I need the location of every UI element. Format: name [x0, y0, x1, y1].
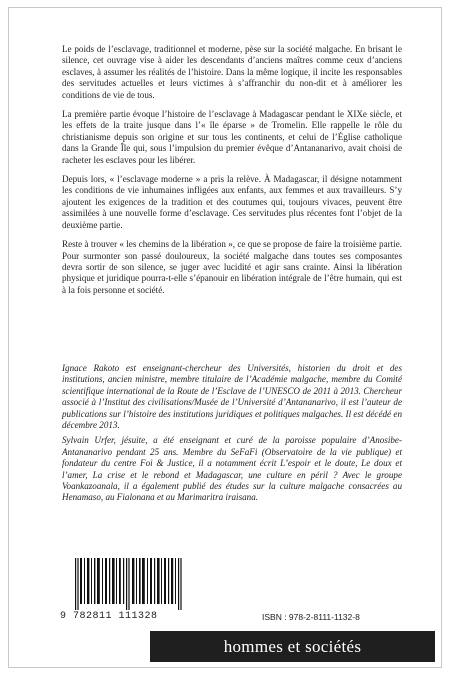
summary-paragraph-4: Reste à trouver « les chemins de la libération », ce que se propose de faire la troisième partie. Pour surmonter son passé douloureux, la société malgache dans toutes ses composantes devra sortir de son silence, se juger avec lucidité et agir sans crainte. Ainsi la libération physique et juridique pourra-t-elle s’épanouir en libération intégrale de l’être humain, qui est à la fois personne et société.: [62, 239, 402, 295]
collection-banner: [150, 631, 435, 662]
bio-urfer: Sylvain Urfer, jésuite, a été enseignant et curé de la paroisse populaire d’Anosibe-Antananarivo pendant 25 ans. Membre du SeFaFi (Observatoire de la vie publique) et fondateur du centre Foi & Justice, il a notamment écrit L’espoir et le doute, Le doux et l’amer, La crise et le rebond et Madagascar, une culture en péril ? Avec le groupe Voankazoanala, il a également publié des études sur la culture malgache consacrées au Henamaso, au Fialonana et au Marimaritra iraisana.: [62, 435, 402, 503]
bio-rakoto: Ignace Rakoto est enseignant-chercheur des Universités, historien du droit et des institutions, ancien ministre, membre titulaire de l’Académie malgache, membre du Comité scientifique international de la Route de l’Esclave de l’UNESCO de 2011 à 2013. Chercheur associé à l’Institut des civilisations/Musée de l’Université d’Antananarivo, il est l’auteur de publications sur l’histoire des institutions juridiques et politiques malgaches. Il est décédé en décembre 2013.: [62, 363, 402, 431]
collection-name: hommes et sociétés: [223, 636, 362, 656]
barcode-digits: 9 782811 111328: [60, 611, 158, 622]
isbn-label: ISBN : 978-2-8111-1132-8: [262, 612, 360, 622]
barcode-icon: [75, 558, 183, 610]
back-cover-summary: [62, 44, 402, 304]
summary-paragraph-2: La première partie évoque l’histoire de l’esclavage à Madagascar pendant le XIXe siècle, et les effets de la traite jusque dans l’« île éparse » de Tromelin. Elle rappelle le rôle du christianisme depuis son origine et sur tous les continents, et celui de l’Église catholique dans la Grande Île qui, sous l’impulsion du premier évêque d’Antananarivo, avait choisi de racheter les esclaves pour les libérer.: [62, 109, 402, 165]
summary-paragraph-3: Depuis lors, « l’esclavage moderne » a pris la relève. À Madagascar, il désigne notamment les conditions de vie inhumaines infligées aux enfants, aux femmes et aux travailleurs. S’y ajoutent les exigences de la tradition et des coutumes qui, toujours vivaces, peuvent être assimilées à une nouvelle forme d’esclavage. Ces servitudes plus récentes font l’objet de la deuxième partie.: [62, 174, 402, 230]
summary-paragraph-1: Le poids de l’esclavage, traditionnel et moderne, pèse sur la société malgache. En brisant le silence, cet ouvrage vise à aider les descendants d’anciens maîtres comme ceux d’anciens esclaves, à assumer les réalités de l’histoire. Dans la même logique, il incite les responsables des servitudes actuelles et leurs victimes à s’affranchir du non-dit et à améliorer les conditions de vie de tous.: [62, 44, 402, 100]
author-bios: [62, 363, 402, 508]
